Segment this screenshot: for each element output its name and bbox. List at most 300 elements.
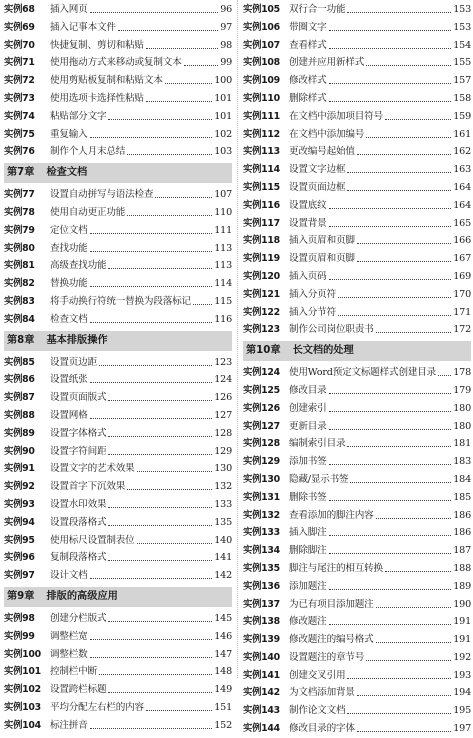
entry-title: 使用标尺设置制表位 [50, 534, 135, 546]
dot-leader [357, 243, 451, 244]
page-number: 151 [214, 701, 232, 713]
toc-entry[interactable] [243, 382, 471, 400]
entry-label: 实例132 [243, 509, 280, 521]
toc-entry[interactable] [243, 37, 471, 55]
dot-leader [99, 674, 212, 675]
entry-label: 实例100 [4, 648, 41, 660]
toc-entry[interactable] [4, 19, 232, 37]
page-number: 193 [453, 669, 471, 681]
entry-title: 创建索引 [289, 402, 327, 414]
chapter-title: 排版的高级应用 [46, 590, 118, 602]
entry-title: 编制索引目录 [289, 438, 346, 450]
dot-leader [329, 535, 451, 536]
toc-entry[interactable] [243, 179, 471, 197]
entry-title: 插入分节符 [289, 306, 336, 318]
entry-label: 实例130 [243, 473, 280, 485]
entry-label: 实例124 [243, 367, 280, 379]
page-number: 188 [453, 562, 471, 574]
toc-entry[interactable] [4, 549, 232, 567]
toc-entry[interactable] [4, 389, 232, 407]
page-number: 148 [214, 666, 232, 678]
entry-title: 检查文档 [50, 313, 88, 325]
dot-leader [108, 525, 212, 526]
entry-title: 重复输入 [50, 128, 88, 140]
entry-label: 实例114 [243, 164, 280, 176]
dot-leader [108, 621, 212, 622]
toc-entry[interactable] [4, 663, 232, 681]
dot-leader [329, 464, 451, 465]
toc-column-right [243, 1, 471, 738]
toc-entry[interactable] [243, 631, 471, 649]
page-number: 192 [453, 651, 471, 663]
dot-leader [90, 657, 212, 658]
entry-label: 实例102 [4, 684, 41, 696]
entry-title: 使用自动更正功能 [50, 206, 126, 218]
toc-entry[interactable] [243, 197, 471, 215]
page-number: 113 [214, 260, 232, 272]
toc-entry[interactable] [243, 702, 471, 720]
page-number: 114 [214, 278, 232, 290]
toc-entry[interactable] [4, 257, 232, 275]
entry-title: 为已有项目添加题注 [289, 598, 374, 610]
entry-title: 设置网格 [50, 409, 88, 421]
entry-label: 实例89 [4, 427, 35, 439]
toc-entry[interactable] [243, 720, 471, 738]
chapter-heading [4, 163, 232, 183]
entry-title: 设置页面边框 [289, 181, 346, 193]
dot-leader [329, 48, 451, 49]
dot-leader [366, 137, 451, 138]
toc-entry[interactable] [243, 560, 471, 578]
chapter-heading [4, 331, 232, 351]
page-number: 152 [214, 719, 232, 731]
entry-title: 删除脚注 [289, 545, 327, 557]
page-number: 124 [214, 374, 232, 386]
dot-leader [90, 286, 212, 287]
page-number: 146 [214, 630, 232, 642]
entry-title: 设置页边距 [50, 356, 97, 368]
entry-label: 实例115 [243, 181, 280, 193]
toc-entry[interactable] [243, 418, 471, 436]
toc-entry[interactable] [4, 37, 232, 55]
entry-title: 设置水印效果 [50, 498, 107, 510]
page-number: 171 [453, 306, 471, 318]
entry-label: 实例91 [4, 463, 35, 475]
entry-title: 在文档中添加编号 [289, 128, 365, 140]
entry-label: 实例96 [4, 552, 35, 564]
toc-entry[interactable] [4, 407, 232, 425]
entry-title: 设置跨栏标题 [50, 684, 107, 696]
toc-column-left [4, 1, 232, 734]
entry-label: 实例78 [4, 206, 35, 218]
dot-leader [329, 208, 451, 209]
dot-leader [329, 226, 451, 227]
dot-leader [146, 48, 218, 49]
entry-label: 实例138 [243, 616, 280, 628]
dot-leader [376, 642, 451, 643]
dot-leader [90, 233, 212, 234]
entry-title: 快捷复制、剪切和粘贴 [50, 39, 144, 51]
page-number: 197 [453, 723, 471, 735]
entry-label: 实例128 [243, 438, 280, 450]
entry-label: 实例127 [243, 420, 280, 432]
toc-entry[interactable] [243, 400, 471, 418]
toc-entry[interactable] [243, 232, 471, 250]
toc-entry[interactable] [243, 72, 471, 90]
toc-entry[interactable] [243, 304, 471, 322]
page-number: 161 [453, 128, 471, 140]
toc-entry[interactable] [243, 667, 471, 685]
page-number: 145 [214, 612, 232, 624]
entry-title: 更新目录 [289, 420, 327, 432]
toc-entry[interactable] [243, 143, 471, 161]
column-divider [237, 0, 239, 678]
page-number: 191 [453, 616, 471, 628]
entry-title: 查看样式 [289, 39, 327, 51]
entry-label: 实例71 [4, 57, 35, 69]
dot-leader [357, 731, 451, 732]
entry-title: 设置段落格式 [50, 516, 107, 528]
dot-leader [137, 471, 212, 472]
page-number: 158 [453, 92, 471, 104]
entry-label: 实例77 [4, 189, 35, 201]
entry-label: 实例111 [243, 110, 280, 122]
entry-label: 实例113 [243, 146, 280, 158]
entry-title: 使用选项卡选择性粘贴 [50, 92, 144, 104]
entry-label: 实例107 [243, 39, 280, 51]
page-number: 115 [214, 295, 232, 307]
entry-label: 实例136 [243, 580, 280, 592]
dot-leader [108, 560, 212, 561]
entry-label: 实例143 [243, 705, 280, 717]
entry-label: 实例135 [243, 562, 280, 574]
toc-entry[interactable] [4, 311, 232, 329]
page-number: 154 [453, 39, 471, 51]
toc-entry[interactable] [243, 161, 471, 179]
page-number: 180 [453, 402, 471, 414]
chapter-number: 第8章 [7, 334, 35, 346]
dot-leader [350, 482, 451, 483]
entry-label: 实例80 [4, 242, 35, 254]
entry-title: 制作论文文档 [289, 705, 346, 717]
toc-entry[interactable] [243, 286, 471, 304]
toc-entry[interactable] [243, 90, 471, 108]
toc-entry[interactable] [4, 186, 232, 204]
entry-title: 标注拼音 [50, 719, 88, 731]
entry-title: 脚注与尾注的相互转换 [289, 562, 383, 574]
toc-entry[interactable] [4, 240, 232, 258]
entry-label: 实例72 [4, 75, 35, 87]
entry-label: 实例120 [243, 270, 280, 282]
entry-label: 实例97 [4, 570, 35, 582]
entry-title: 插入页码 [289, 270, 327, 282]
toc-entry[interactable] [4, 222, 232, 240]
dot-leader [108, 400, 212, 401]
page-number: 183 [453, 456, 471, 468]
entry-label: 实例92 [4, 481, 35, 493]
toc-entry[interactable] [4, 460, 232, 478]
entry-label: 实例98 [4, 612, 35, 624]
toc-entry[interactable] [243, 250, 471, 268]
page-number: 140 [214, 534, 232, 546]
page-number: 166 [453, 235, 471, 247]
entry-title: 添加书签 [289, 456, 327, 468]
toc-entry[interactable] [243, 126, 471, 144]
toc-entry[interactable] [243, 596, 471, 614]
entry-title: 设置自动拼写与语法检查 [50, 189, 154, 201]
dot-leader [90, 382, 212, 383]
toc-entry[interactable] [243, 364, 471, 382]
toc-entry[interactable] [243, 215, 471, 233]
page-number: 123 [214, 356, 232, 368]
dot-leader [357, 695, 451, 696]
page-number: 190 [453, 598, 471, 610]
dot-leader [376, 607, 451, 608]
entry-title: 调整栏数 [50, 648, 88, 660]
page-number: 149 [214, 684, 232, 696]
toc-entry[interactable] [4, 532, 232, 550]
page-number: 164 [453, 199, 471, 211]
entry-title: 设置文字边框 [289, 164, 346, 176]
toc-entry[interactable] [243, 649, 471, 667]
dot-leader [329, 393, 451, 394]
toc-entry[interactable] [4, 478, 232, 496]
entry-label: 实例76 [4, 146, 35, 158]
entry-title: 添加题注 [289, 580, 327, 592]
dot-leader [127, 154, 212, 155]
toc-entry[interactable] [243, 524, 471, 542]
page-number: 97 [220, 21, 232, 33]
dot-leader [90, 728, 212, 729]
entry-title: 粘贴部分文字 [50, 110, 107, 122]
dot-leader [338, 297, 451, 298]
entry-label: 实例108 [243, 57, 280, 69]
dot-leader [108, 119, 212, 120]
toc-entry[interactable] [4, 126, 232, 144]
toc-entry[interactable] [243, 489, 471, 507]
dot-leader [329, 411, 451, 412]
dot-leader [385, 119, 451, 120]
page-number: 194 [453, 687, 471, 699]
toc-entry[interactable] [243, 471, 471, 489]
page-number: 107 [214, 189, 232, 201]
entry-title: 在文档中添加项目符号 [289, 110, 383, 122]
toc-entry[interactable] [4, 610, 232, 628]
page-number: 181 [453, 438, 471, 450]
toc-entry[interactable] [4, 717, 232, 735]
toc-entry[interactable] [243, 578, 471, 596]
toc-entry[interactable] [4, 108, 232, 126]
toc-entry[interactable] [243, 19, 471, 37]
dot-leader [329, 500, 451, 501]
entry-label: 实例73 [4, 92, 35, 104]
entry-label: 实例88 [4, 409, 35, 421]
page-number: 180 [453, 420, 471, 432]
page-number: 127 [214, 409, 232, 421]
page-number: 191 [453, 634, 471, 646]
toc-entry[interactable] [4, 354, 232, 372]
page-number: 153 [453, 21, 471, 33]
entry-title: 设置文字的艺术效果 [50, 463, 135, 475]
entry-label: 实例74 [4, 110, 35, 122]
page-number: 159 [453, 110, 471, 122]
dot-leader [329, 279, 451, 280]
entry-label: 实例69 [4, 21, 35, 33]
page-number: 153 [453, 4, 471, 15]
dot-leader [329, 30, 451, 31]
dot-leader [137, 543, 212, 544]
entry-title: 使用拖动方式来移动或复制文本 [50, 57, 182, 69]
entry-title: 制作公司岗位职责书 [289, 324, 374, 336]
dot-leader [90, 137, 212, 138]
entry-label: 实例81 [4, 260, 35, 272]
chapter-number: 第9章 [7, 590, 35, 602]
dot-leader [347, 713, 451, 714]
toc-entry[interactable] [243, 613, 471, 631]
page-number: 100 [214, 75, 232, 87]
toc-entry[interactable] [4, 699, 232, 717]
dot-leader [155, 197, 212, 198]
entry-title: 平均分配左右栏的内容 [50, 701, 144, 713]
entry-label: 实例93 [4, 498, 35, 510]
page-number: 99 [220, 57, 232, 69]
page-number: 157 [453, 75, 471, 87]
toc-entry[interactable] [243, 268, 471, 286]
chapter-title: 长文档的处理 [292, 345, 354, 357]
entry-title: 修改目录 [289, 384, 327, 396]
toc-entry[interactable] [4, 54, 232, 72]
entry-title: 修改题注 [289, 616, 327, 628]
chapter-number: 第10章 [246, 345, 281, 357]
page-number: 184 [453, 473, 471, 485]
dot-leader [357, 154, 451, 155]
page-number: 186 [453, 527, 471, 539]
entry-label: 实例118 [243, 235, 280, 247]
entry-label: 实例123 [243, 324, 280, 336]
toc-entry[interactable] [4, 371, 232, 389]
chapter-heading [4, 587, 232, 607]
entry-label: 实例99 [4, 630, 35, 642]
toc-entry[interactable] [4, 204, 232, 222]
toc-entry[interactable] [4, 1, 232, 19]
entry-label: 实例129 [243, 456, 280, 468]
page-number: 195 [453, 705, 471, 717]
toc-entry[interactable] [4, 681, 232, 699]
entry-title: 设计文档 [50, 570, 88, 582]
dot-leader [90, 251, 212, 252]
entry-label: 实例95 [4, 534, 35, 546]
dot-leader [366, 660, 451, 661]
entry-label: 实例126 [243, 402, 280, 414]
entry-label: 实例131 [243, 491, 280, 503]
entry-label: 实例68 [4, 4, 35, 15]
entry-title: 双行合一功能 [289, 4, 346, 15]
toc-entry[interactable] [243, 321, 471, 339]
entry-label: 实例119 [243, 253, 280, 265]
entry-label: 实例110 [243, 92, 280, 104]
dot-leader [329, 624, 451, 625]
page-number: 113 [214, 242, 232, 254]
dot-leader [193, 304, 212, 305]
entry-label: 实例140 [243, 651, 280, 663]
toc-entry[interactable] [243, 1, 471, 19]
toc-entry[interactable] [4, 143, 232, 161]
toc-entry[interactable] [4, 275, 232, 293]
entry-title: 带圈文字 [289, 21, 327, 33]
entry-title: 将手动换行符统一替换为段落标记 [50, 295, 191, 307]
toc-entry[interactable] [243, 435, 471, 453]
page-number: 111 [214, 224, 232, 236]
entry-label: 实例109 [243, 75, 280, 87]
toc-entry[interactable] [4, 514, 232, 532]
page-number: 129 [214, 445, 232, 457]
toc-entry[interactable] [243, 54, 471, 72]
toc-entry[interactable] [4, 72, 232, 90]
toc-entry[interactable] [4, 646, 232, 664]
entry-label: 实例122 [243, 306, 280, 318]
dot-leader [108, 436, 212, 437]
dot-leader [329, 553, 451, 554]
entry-label: 实例83 [4, 295, 35, 307]
toc-entry[interactable] [4, 628, 232, 646]
entry-title: 设置页面版式 [50, 392, 107, 404]
entry-label: 实例116 [243, 199, 280, 211]
entry-title: 为文档添加背景 [289, 687, 355, 699]
entry-title: 设置背景 [289, 217, 327, 229]
dot-leader [90, 639, 212, 640]
entry-title: 定位文档 [50, 224, 88, 236]
entry-title: 使用Word预定文标题样式创建目录 [289, 367, 437, 379]
page-number: 147 [214, 648, 232, 660]
toc-entry[interactable] [243, 507, 471, 525]
toc-entry[interactable] [4, 443, 232, 461]
dot-leader [347, 12, 451, 13]
toc-entry[interactable] [243, 453, 471, 471]
entry-label: 实例75 [4, 128, 35, 140]
entry-title: 创建交叉引用 [289, 669, 346, 681]
toc-entry[interactable] [243, 542, 471, 560]
toc-entry[interactable] [243, 108, 471, 126]
chapter-number: 第7章 [7, 167, 35, 179]
toc-entry[interactable] [4, 496, 232, 514]
entry-title: 设置首字下沉效果 [50, 481, 126, 493]
entry-label: 实例94 [4, 516, 35, 528]
toc-entry[interactable] [243, 684, 471, 702]
entry-title: 替换功能 [50, 278, 88, 290]
dot-leader [90, 12, 218, 13]
entry-label: 实例85 [4, 356, 35, 368]
toc-entry[interactable] [4, 293, 232, 311]
toc-entry[interactable] [4, 90, 232, 108]
entry-label: 实例103 [4, 701, 41, 713]
entry-title: 插入脚注 [289, 527, 327, 539]
dot-leader [385, 571, 451, 572]
dot-leader [108, 507, 212, 508]
entry-label: 实例79 [4, 224, 35, 236]
chapter-heading [243, 341, 471, 361]
toc-entry[interactable] [4, 567, 232, 585]
entry-label: 实例82 [4, 278, 35, 290]
dot-leader [165, 83, 212, 84]
dot-leader [329, 589, 451, 590]
entry-title: 修改样式 [289, 75, 327, 87]
entry-label: 实例141 [243, 669, 280, 681]
entry-title: 插入分页符 [289, 288, 336, 300]
toc-entry[interactable] [4, 425, 232, 443]
entry-title: 插入页眉和页脚 [289, 235, 355, 247]
entry-title: 设置字体格式 [50, 427, 107, 439]
page-number: 163 [453, 164, 471, 176]
